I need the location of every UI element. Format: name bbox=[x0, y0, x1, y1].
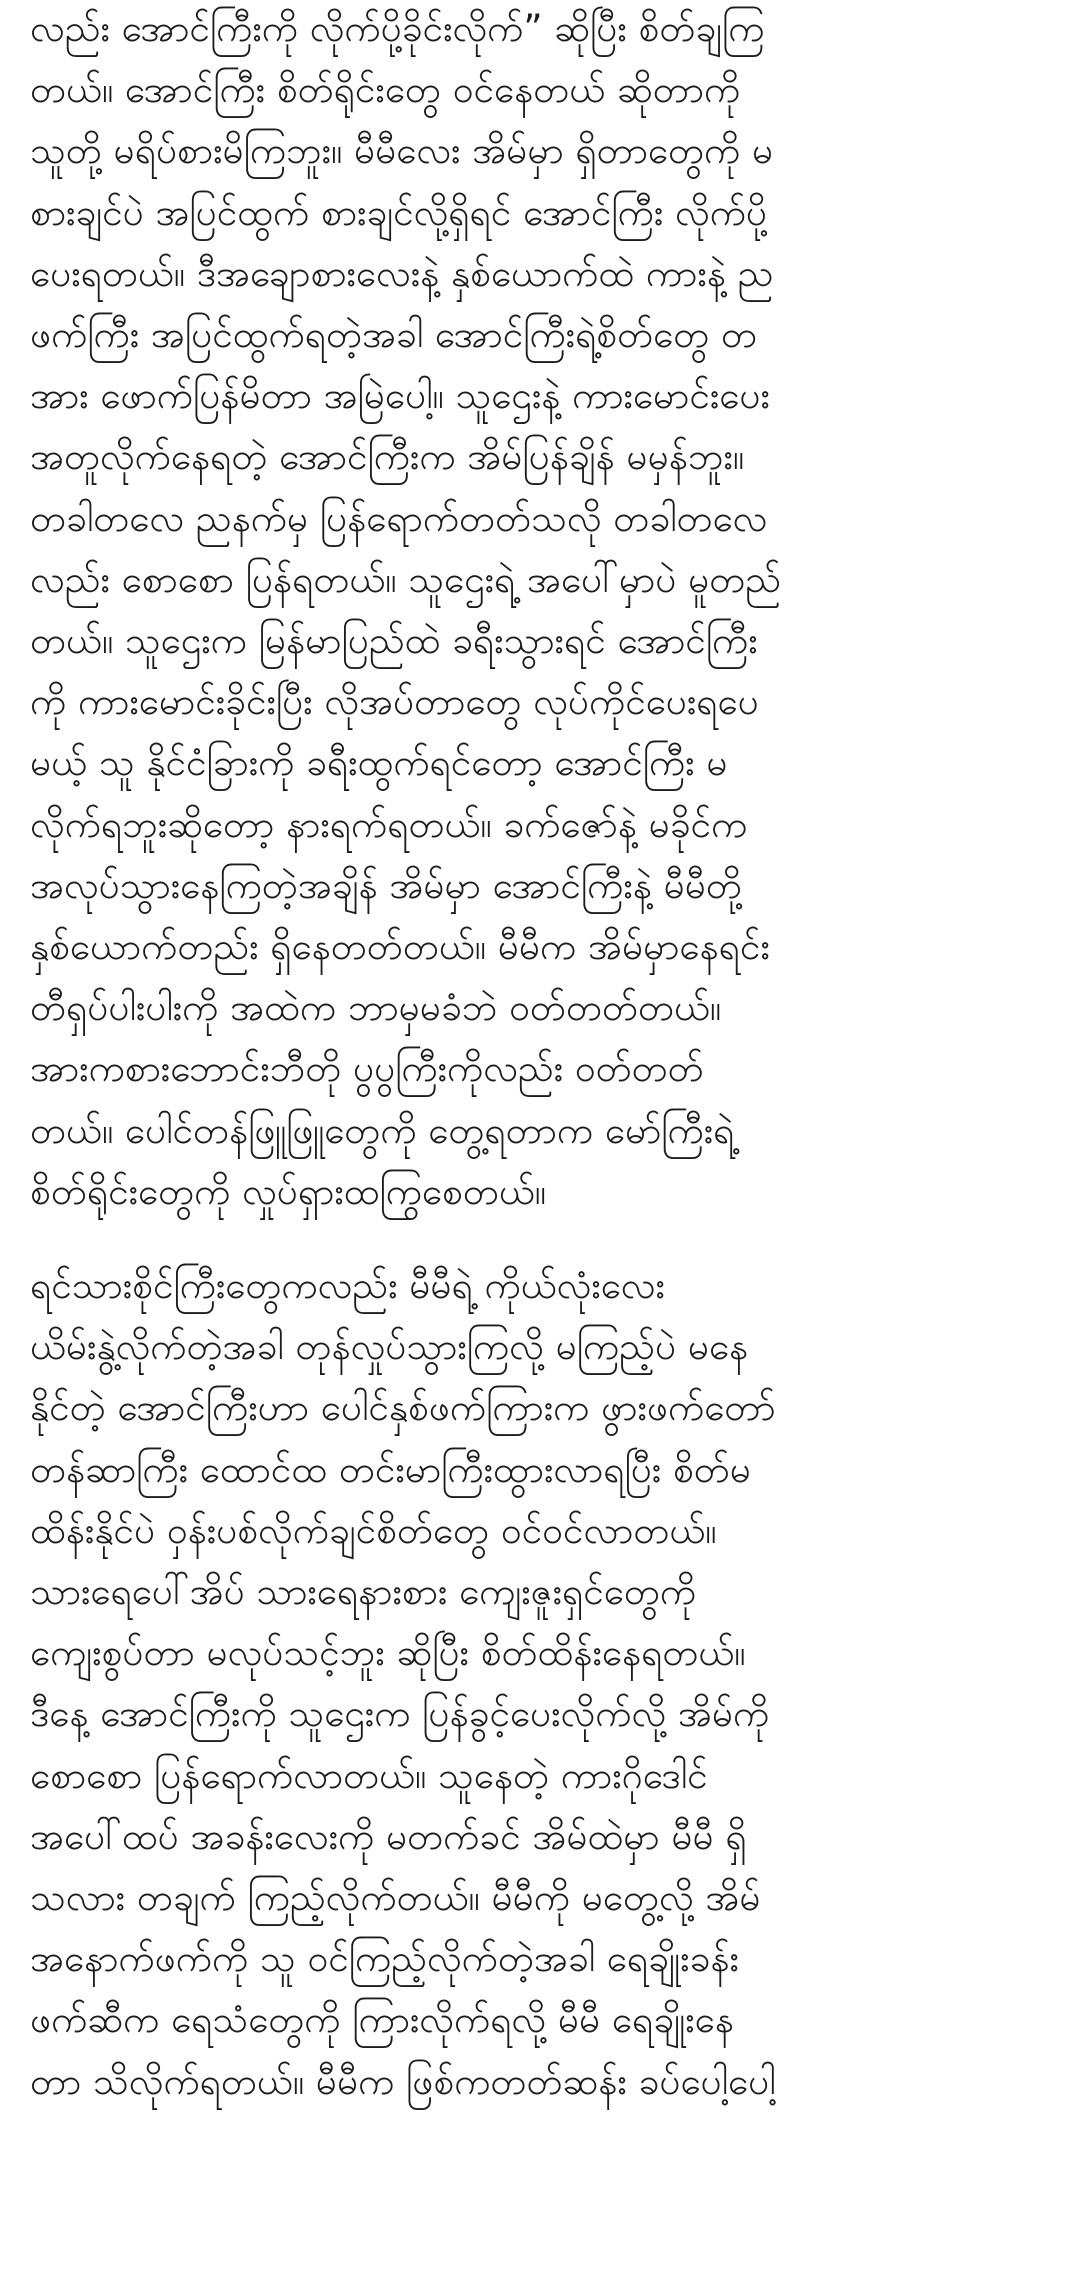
text-line: လည်း အောင်ကြီးကို လိုက်ပို့ခိုင်းလိုက်” ဆိုပြီး စိတ်ချကြ bbox=[30, 7, 765, 50]
text-line: မယ့် သူ နိုင်ငံခြားကို ခရီးထွက်ရင်တော့ အောင်ကြီး မ bbox=[30, 741, 728, 785]
text-line: တီရှပ်ပါးပါးကို အထဲက ဘာမှမခံဘဲ ဝတ်တတ်တယ်။ bbox=[30, 986, 722, 1030]
text-line: တယ်။ ပေါင်တန်ဖြူဖြူတွေကို တွေ့ရတာက မော်ကြီးရဲ့ bbox=[30, 1108, 735, 1152]
story-paragraph-1 bbox=[30, 0, 1046, 1222]
text-line: အနောက်ဖက်ကို သူ ဝင်ကြည့်လိုက်တဲ့အခါ ရေချိုးခန်း bbox=[30, 1937, 739, 1981]
text-line: စိတ်ရိုင်းတွေကို လှုပ်ရှားထကြွစေတယ်။ bbox=[30, 1169, 546, 1213]
text-line: ယိမ်းနွဲ့လိုက်တဲ့အခါ တုန်လှုပ်သွားကြလို့ မကြည့်ပဲ မနေ bbox=[30, 1325, 749, 1369]
text-line: လိုက်ရဘူးဆိုတော့ နားရက်ရတယ်။ ခက်ဇော်နဲ့ မခိုင်က bbox=[30, 802, 748, 846]
text-line: ကို ကားမောင်းခိုင်းပြီး လိုအပ်တာတွေ လုပ်ကိုင်ပေးရပေ bbox=[30, 680, 759, 724]
text-line: တယ်။ သူဌေးက မြန်မာပြည်ထဲ ခရီးသွားရင် အောင်ကြီး bbox=[30, 619, 758, 663]
text-line: ပေးရတယ်။ ဒီအချောစားလေးနဲ့ နှစ်ယောက်ထဲ ကားနဲ့ ည bbox=[30, 251, 774, 295]
text-line: စားချင်ပဲ အပြင်ထွက် စားချင်လို့ရှိရင် အောင်ကြီး လိုက်ပို့ bbox=[30, 190, 768, 234]
text-line: ကျေးစွပ်တာ မလုပ်သင့်ဘူး ဆိုပြီး စိတ်ထိန်းနေရတယ်။ bbox=[30, 1631, 746, 1675]
text-line: ရင်သားစိုင်ကြီးတွေကလည်း မီမီရဲ့ ကိုယ်လုံးလေး bbox=[30, 1264, 665, 1307]
text-line: အားကစားဘောင်းဘီတို ပွပွကြီးကိုလည်း ဝတ်တတ် bbox=[30, 1047, 704, 1091]
text-line: သလား တချက် ကြည့်လိုက်တယ်။ မီမီကို မတွေ့လို့ အိမ် bbox=[30, 1876, 761, 1920]
text-line: အား ဖောက်ပြန်မိတာ အမြဲပေါ့။ သူဌေးနဲ့ ကားမောင်းပေး bbox=[30, 374, 770, 418]
story-paragraph-2 bbox=[30, 1255, 1046, 2112]
text-line: နိုင်တဲ့ အောင်ကြီးဟာ ပေါင်နှစ်ဖက်ကြားက ဖွားဖက်တော် bbox=[30, 1386, 776, 1430]
text-line: တခါတလေ ညနက်မှ ပြန်ရောက်တတ်သလို တခါတလေ bbox=[30, 496, 768, 540]
text-line: ဖက်ဆီက ရေသံတွေကို ကြားလိုက်ရလို့ မီမီ ရေချိုးနေ bbox=[30, 1998, 734, 2042]
text-line: စောစော ပြန်ရောက်လာတယ်။ သူနေတဲ့ ကားဂိုဒေါင် bbox=[30, 1753, 708, 1797]
text-line: အလုပ်သွားနေကြတဲ့အချိန် အိမ်မှာ အောင်ကြီးနဲ့ မီမီတို့ bbox=[30, 863, 742, 907]
text-line: အတူလိုက်နေရတဲ့ အောင်ကြီးက အိမ်ပြန်ချိန် မမှန်ဘူး။ bbox=[30, 435, 745, 479]
text-line: ဒီနေ့ အောင်ကြီးကို သူဌေးက ပြန်ခွင့်ပေးလိုက်လို့ အိမ်ကို bbox=[30, 1692, 770, 1736]
text-line: နှစ်ယောက်တည်း ရှိနေတတ်တယ်။ မီမီက အိမ်မှာနေရင်း bbox=[30, 925, 770, 969]
text-line: သားရေပေါ်အိပ် သားရေနားစား ကျေးဇူးရှင်တွေကို bbox=[30, 1570, 697, 1614]
text-line: သူတို့ မရိပ်စားမိကြဘူး။ မီမီလေး အိမ်မှာ ရှိတာတွေကို မ bbox=[30, 129, 774, 173]
text-line: အပေါ်ထပ် အခန်းလေးကို မတက်ခင် အိမ်ထဲမှာ မီမီ ရှိ bbox=[30, 1814, 747, 1858]
text-line: တယ်။ အောင်ကြီး စိတ်ရိုင်းတွေ ဝင်နေတယ် ဆိုတာကို bbox=[30, 68, 741, 112]
text-line: တန်ဆာကြီး ထောင်ထ တင်းမာကြီးထွားလာရပြီး စိတ်မ bbox=[30, 1447, 751, 1491]
text-line: တာ သိလိုက်ရတယ်။ မီမီက ဖြစ်ကတတ်ဆန်း ခပ်ပေါ့ပေါ့ bbox=[30, 2059, 776, 2103]
text-line: လည်း စောစော ပြန်ရတယ်။ သူဌေးရဲ့ အပေါ်မှာပဲ မူတည် bbox=[30, 557, 782, 601]
text-line: ဖက်ကြီး အပြင်ထွက်ရတဲ့အခါ အောင်ကြီးရဲ့စိတ်တွေ တ bbox=[30, 313, 758, 357]
text-line: ထိန်းနိုင်ပဲ ဝှန်းပစ်လိုက်ချင်စိတ်တွေ ဝင်ဝင်လာတယ်။ bbox=[30, 1508, 717, 1552]
